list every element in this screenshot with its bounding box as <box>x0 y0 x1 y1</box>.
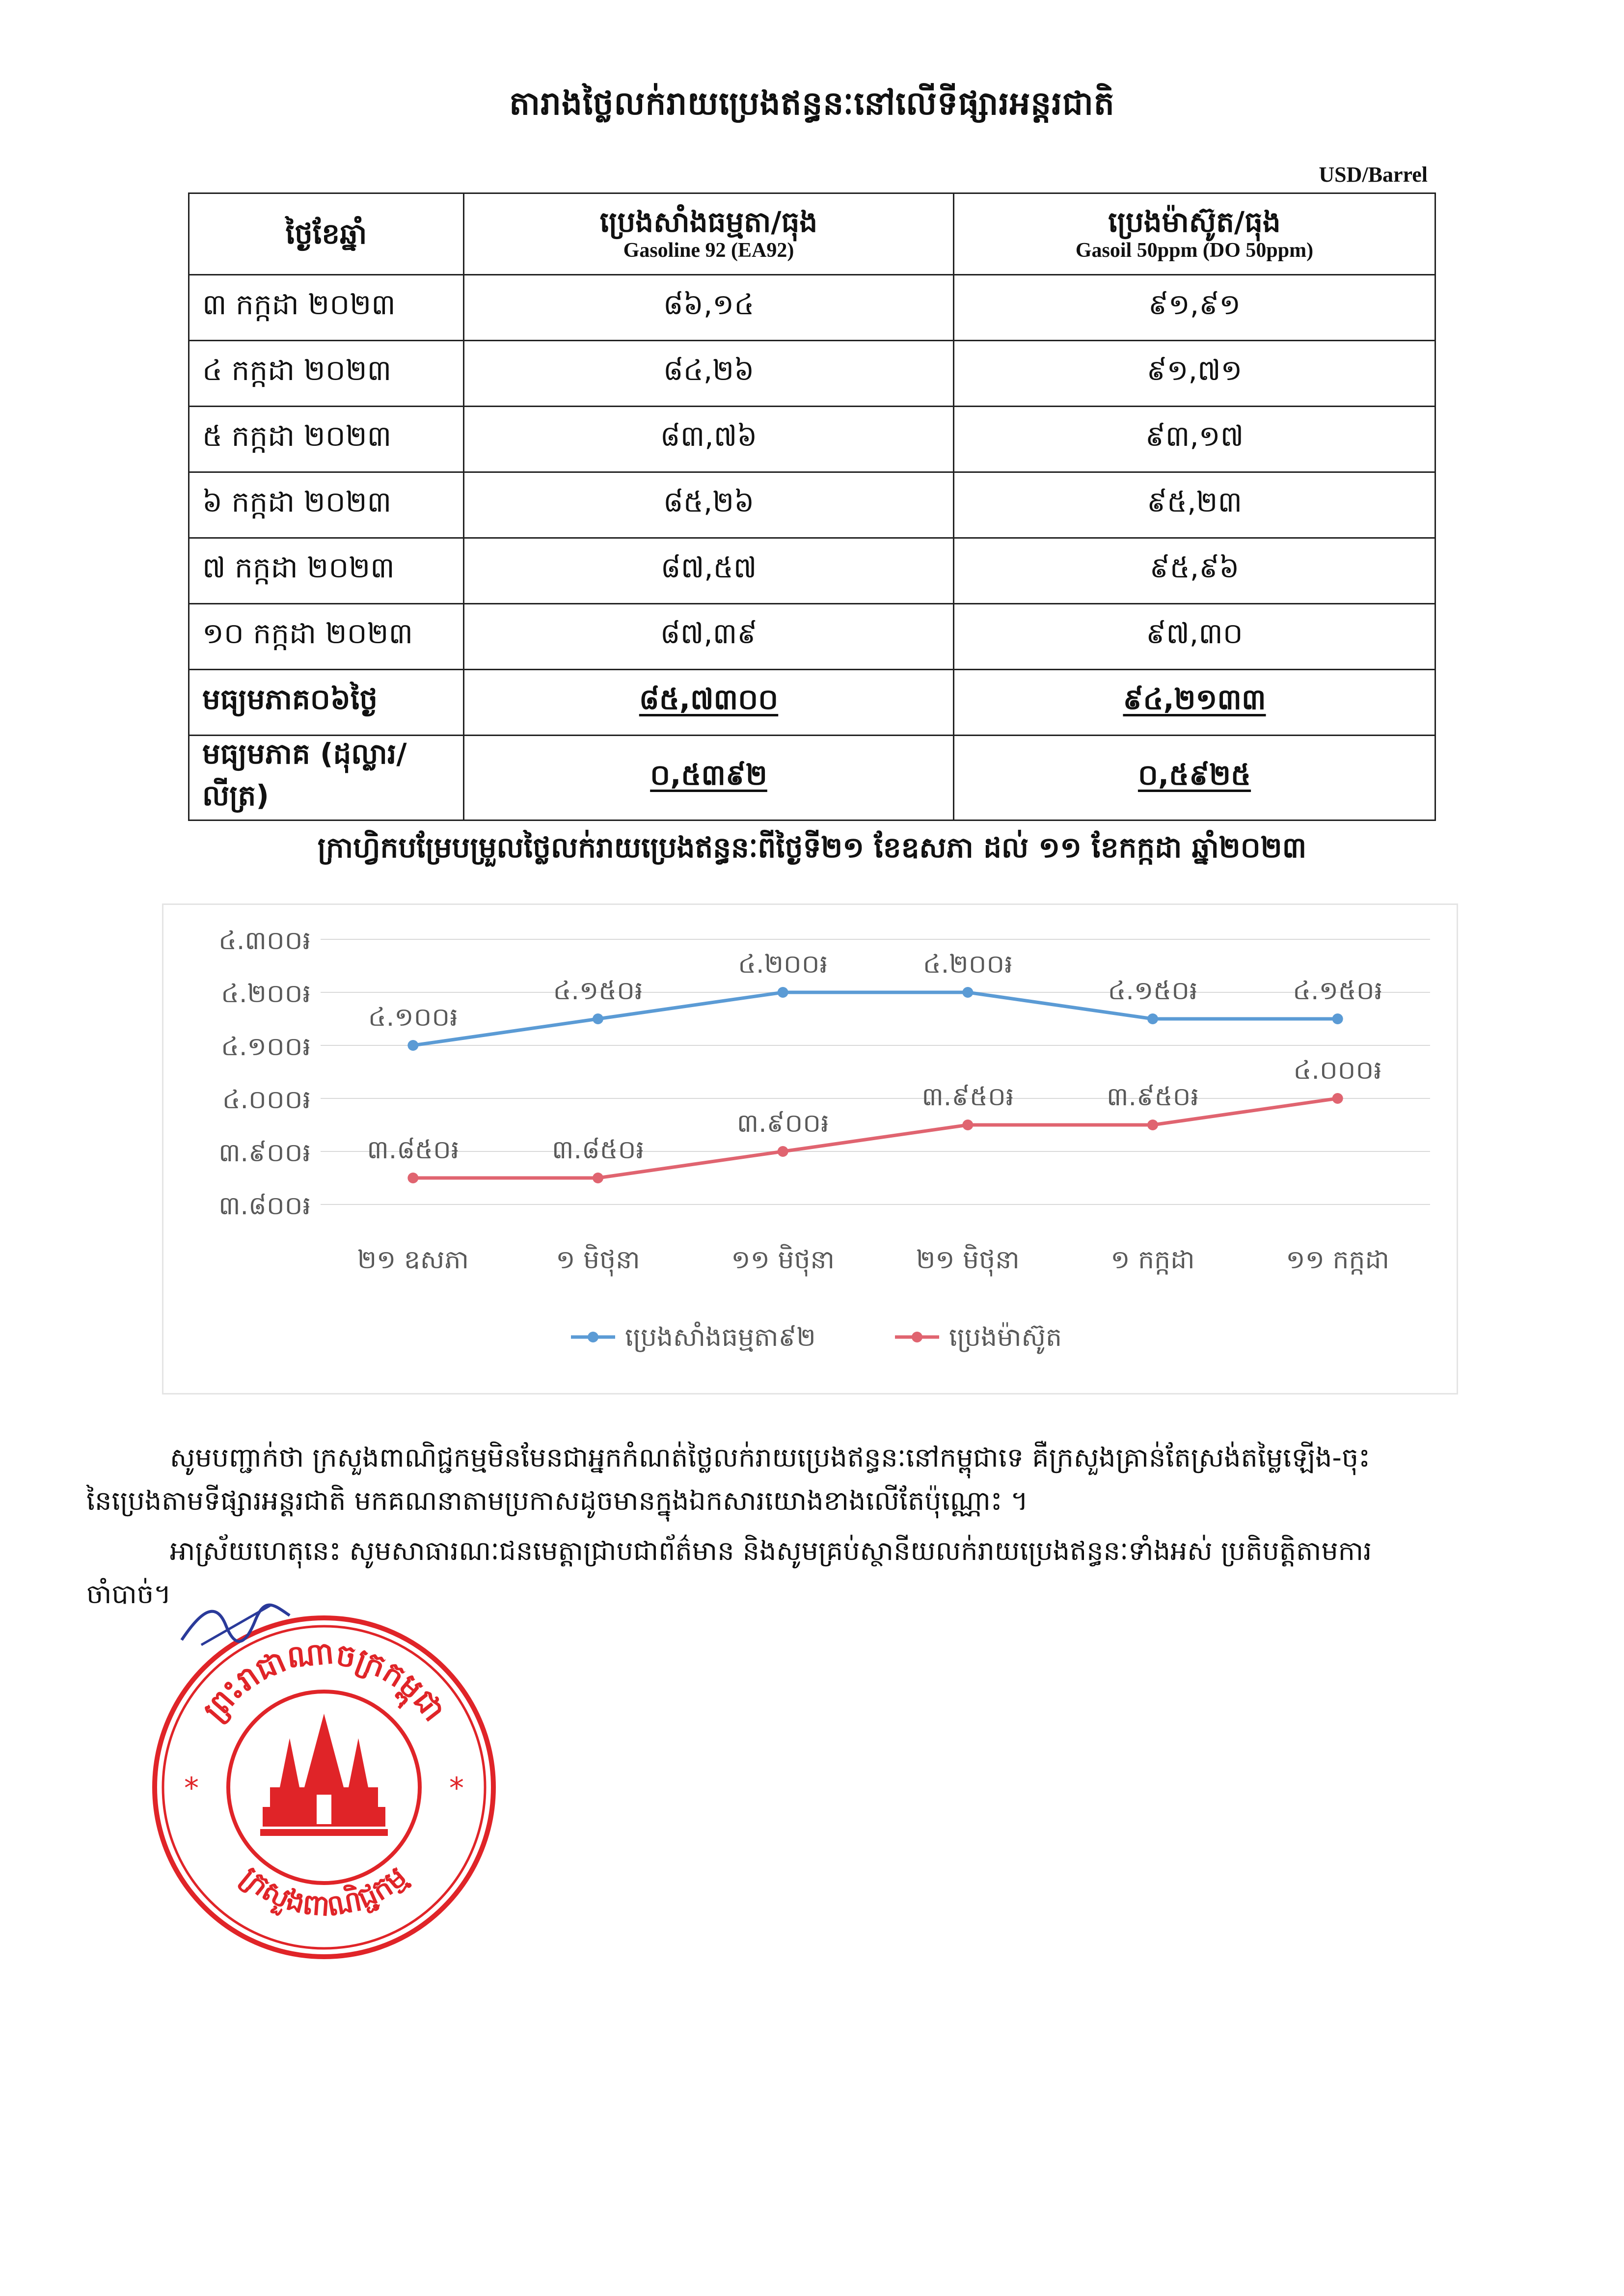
data-label: ៤.១៥០៛ <box>553 976 643 1006</box>
ministry-seal-stamp <box>147 1611 501 1964</box>
row-gasoline-price: ៨៣,៧៦ <box>464 407 954 472</box>
data-label: ៤.២០០៛ <box>922 950 1013 979</box>
row-gasoline-price: ៨៥,២៦ <box>464 472 954 538</box>
data-point <box>962 987 973 998</box>
table-row <box>189 538 1435 604</box>
x-tick-label: ១ កក្កដា <box>1110 1245 1195 1275</box>
row-date: ១០ កក្កដា ២០២៣ <box>189 604 464 670</box>
svg-text:*: * <box>184 1771 199 1805</box>
table-row <box>189 407 1435 472</box>
legend-marker <box>912 1332 922 1342</box>
table-row <box>189 604 1435 670</box>
data-label: ៤.២០០៛ <box>738 950 828 979</box>
average-gasoline: ៨៥,៧៣០០ <box>464 670 954 736</box>
document-title: តារាងថ្លៃលក់រាយប្រេងឥន្ធនៈនៅលើទីផ្សារអន្តរជាតិ <box>509 84 1115 122</box>
row-date: ៤ កក្កដា ២០២៣ <box>189 341 464 407</box>
data-point <box>593 1013 603 1024</box>
average-label: មធ្យមភាគ០៦ថ្ងៃ <box>189 670 464 736</box>
header-date: ថ្ងៃខែឆ្នាំ <box>189 193 464 275</box>
data-point <box>1147 1120 1158 1130</box>
legend-label: ប្រេងសាំងធម្មតា៩២ <box>625 1323 816 1352</box>
data-point <box>407 1173 418 1183</box>
header-diesel: ប្រេងម៉ាស៊ូត/ធុង Gasoil 50ppm (DO 50ppm) <box>954 193 1435 275</box>
x-tick-label: ១១ កក្កដា <box>1286 1245 1390 1275</box>
row-diesel-price: ៩៣,១៧ <box>954 407 1435 472</box>
row-date: ៥ កក្កដា ២០២៣ <box>189 407 464 472</box>
y-tick-label: ៤.២០០៛ <box>221 979 311 1009</box>
notice-paragraph-1 <box>86 1436 1540 1523</box>
row-gasoline-price: ៨៤,២៦ <box>464 341 954 407</box>
row-diesel-price: ៩៥,៩៦ <box>954 538 1435 604</box>
row-gasoline-price: ៨៧,៥៧ <box>464 538 954 604</box>
data-label: ៣.៩៥០៛ <box>921 1082 1014 1112</box>
row-diesel-price: ៩៧,៣០ <box>954 604 1435 670</box>
legend-label: ប្រេងម៉ាស៊ូត <box>949 1323 1062 1352</box>
y-tick-label: ៤.០០០៛ <box>222 1085 311 1115</box>
average-diesel: ៩៤,២១៣៣ <box>954 670 1435 736</box>
average-per-litre-row <box>189 736 1435 820</box>
data-point <box>1147 1013 1158 1024</box>
data-label: ៤.០០០៛ <box>1293 1056 1382 1085</box>
row-gasoline-price: ៨៦,១៤ <box>464 275 954 341</box>
average-litre-diesel: ០,៥៩២៥ <box>954 736 1435 820</box>
row-diesel-price: ៩១,៩១ <box>954 275 1435 341</box>
data-point <box>593 1173 603 1183</box>
y-tick-label: ៣.៩០០៛ <box>218 1138 311 1168</box>
row-date: ៦ កក្កដា ២០២៣ <box>189 472 464 538</box>
data-point <box>962 1120 973 1130</box>
table-header-row <box>189 193 1435 275</box>
x-tick-label: ២១ ឧសភា <box>357 1245 469 1275</box>
fuel-price-line-chart <box>163 905 1457 1393</box>
row-date: ៣ កក្កដា ២០២៣ <box>189 275 464 341</box>
data-point <box>1332 1013 1343 1024</box>
average-row <box>189 670 1435 736</box>
x-tick-label: ១ មិថុនា <box>556 1245 640 1275</box>
price-table <box>188 192 1436 821</box>
series-line <box>413 992 1337 1045</box>
y-tick-label: ៤.១០០៛ <box>221 1032 311 1062</box>
table-row <box>189 341 1435 407</box>
signature-mark <box>172 1591 299 1660</box>
stamp-bottom-text: ក្រសួងពាណិជ្ជកម្ម <box>235 1859 413 1923</box>
x-tick-label: ២១ មិថុនា <box>916 1245 1020 1275</box>
notice-line-1: សូមបញ្ជាក់ថា ក្រសួងពាណិជ្ជកម្មមិនមែនជាអ្នកកំណត់ថ្លៃលក់រាយប្រេងឥន្ធនៈនៅកម្ពុជាទេ គឺក្រសួងគ្រាន់តែស្រង់តម្លៃឡើង-ចុះ <box>170 1442 1370 1473</box>
data-label: ៣.៩៥០៛ <box>1107 1082 1199 1112</box>
header-gasoline: ប្រេងសាំងធម្មតា/ធុង Gasoline 92 (EA92) <box>464 193 954 275</box>
data-label: ៣.៩០០៛ <box>736 1109 829 1138</box>
data-point <box>778 1146 788 1157</box>
y-tick-label: ៤.៣០០៛ <box>218 926 311 956</box>
data-point <box>778 987 788 998</box>
x-tick-label: ១១ មិថុនា <box>731 1245 835 1275</box>
unit-label: USD/Barrel <box>1319 163 1428 187</box>
notice-line-4: ចាំបាច់។ <box>86 1579 171 1610</box>
y-tick-label: ៣.៨០០៛ <box>218 1191 311 1221</box>
data-label: ៣.៨៥០៛ <box>367 1135 460 1165</box>
row-diesel-price: ៩១,៧១ <box>954 341 1435 407</box>
data-label: ៤.១៥០៛ <box>1108 976 1198 1006</box>
legend-marker <box>588 1332 598 1342</box>
svg-text:*: * <box>449 1771 464 1805</box>
average-litre-label: មធ្យមភាគ (ដុល្លារ/លីត្រ) <box>189 736 464 820</box>
row-date: ៧ កក្កដា ២០២៣ <box>189 538 464 604</box>
data-label: ៣.៨៥០៛ <box>552 1135 644 1165</box>
row-gasoline-price: ៨៧,៣៩ <box>464 604 954 670</box>
row-diesel-price: ៩៥,២៣ <box>954 472 1435 538</box>
table-row <box>189 275 1435 341</box>
table-row <box>189 472 1435 538</box>
average-litre-gasoline: ០,៥៣៩២ <box>464 736 954 820</box>
chart-frame <box>162 903 1458 1394</box>
chart-title: ក្រាហ្វិកបម្រែបម្រួលថ្លៃលក់រាយប្រេងឥន្ធនៈពីថ្ងៃទី២១ ខែឧសភា ដល់ ១១ ខែកក្កដា ឆ្នាំ២០២៣ <box>317 831 1307 864</box>
notice-line-2: នៃប្រេងតាមទីផ្សារអន្តរជាតិ មកគណនាតាមប្រកាសដូចមានក្នុងឯកសារយោងខាងលើតែប៉ុណ្ណោះ ។ <box>86 1485 1029 1516</box>
data-label: ៤.១០០៛ <box>368 1003 458 1032</box>
temple-emblem-icon <box>260 1714 388 1836</box>
notice-line-3: អាស្រ័យហេតុនេះ សូមសាធារណៈជនមេត្តាជ្រាបជាព័ត៌មាន និងសូមគ្រប់ស្ថានីយលក់រាយប្រេងឥន្ធនៈទាំងអស់ ប្រតិបត្តិតាមការ <box>170 1535 1372 1566</box>
notice-paragraph-2 <box>86 1530 1540 1616</box>
data-point <box>1332 1093 1343 1104</box>
data-point <box>407 1040 418 1051</box>
stamp-top-text: ព្រះរាជាណាចក្រកម្ពុជា <box>196 1634 453 1728</box>
data-label: ៤.១៥០៛ <box>1293 976 1383 1006</box>
